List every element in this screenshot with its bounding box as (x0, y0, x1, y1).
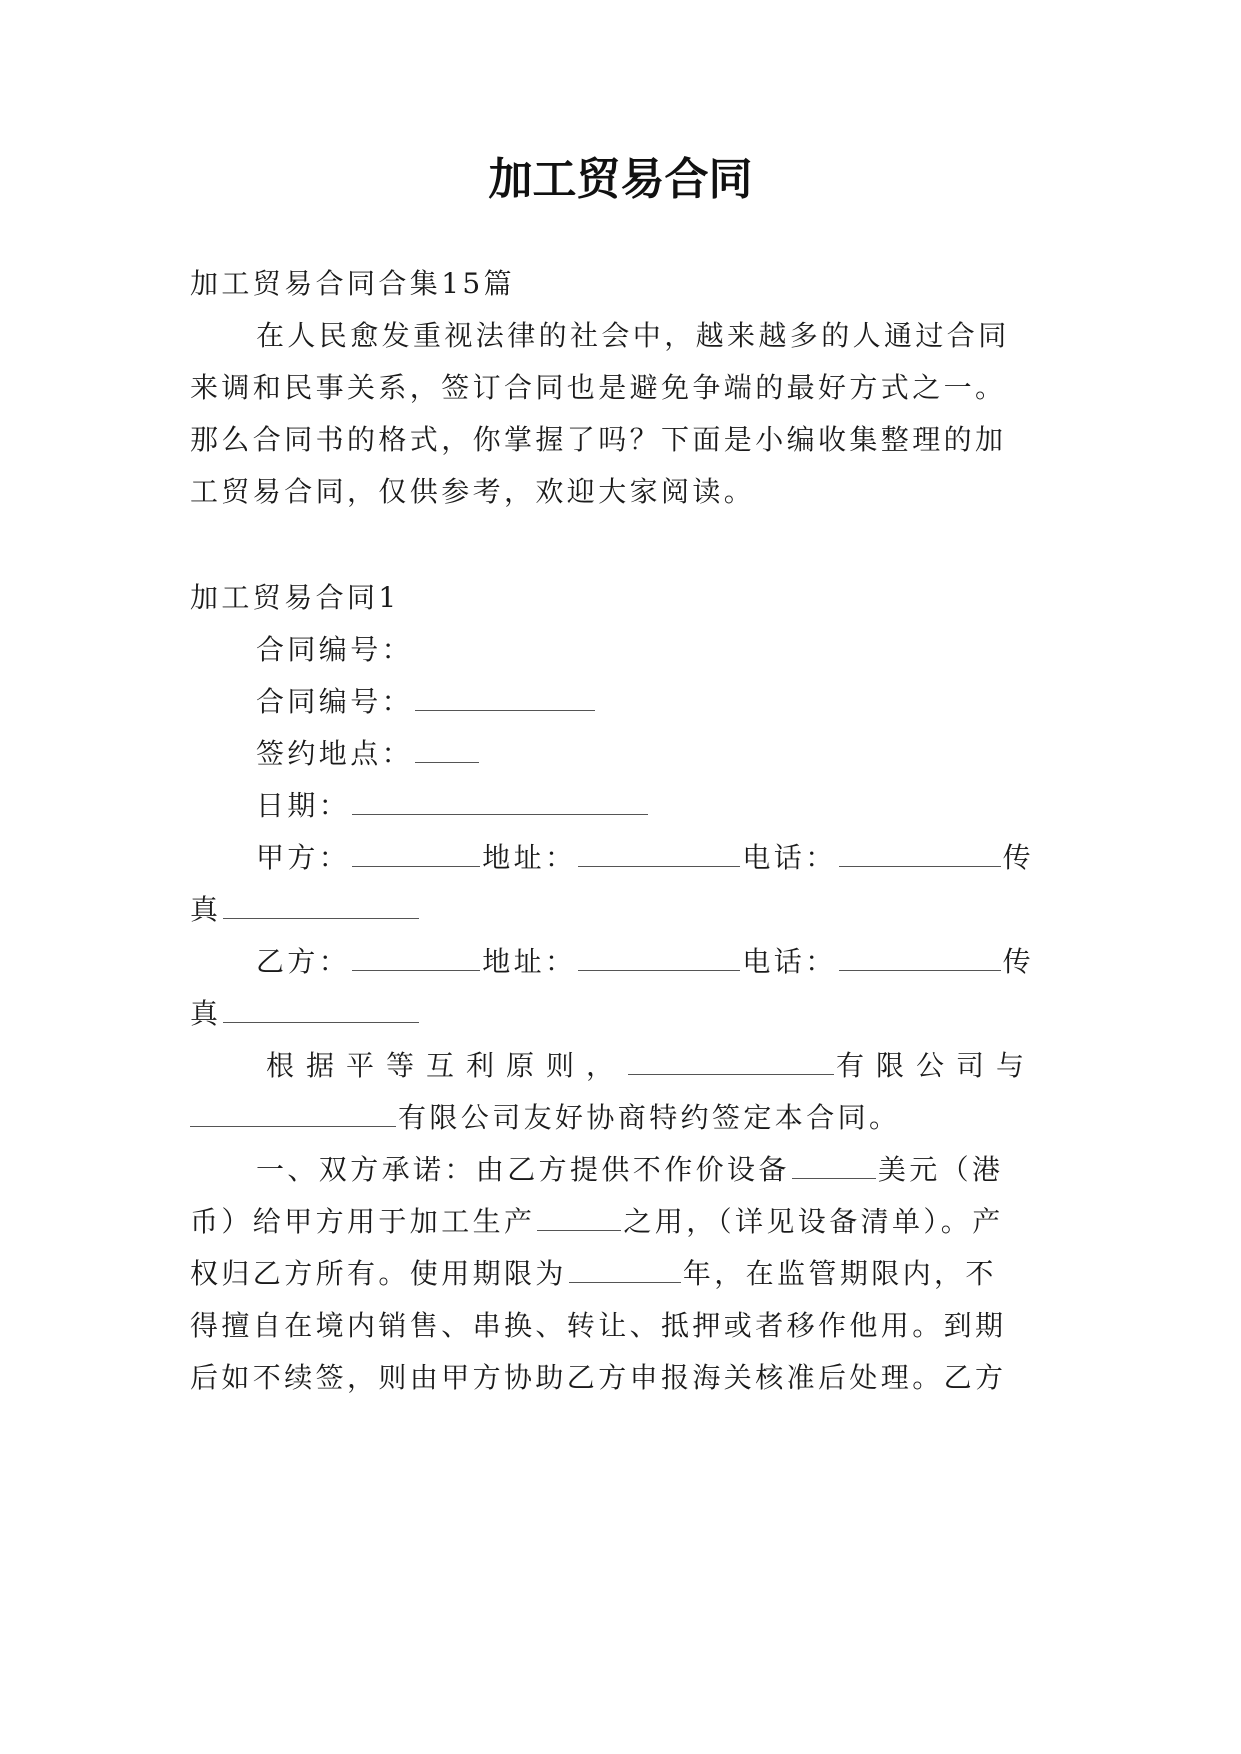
clause1-line-1 (256, 1150, 1136, 1190)
intro-line-2: 来调和民事关系，签订合同也是避免争端的最好方式之一。 (190, 371, 1007, 404)
contract-number-line (256, 630, 1136, 670)
contract-number-label: 合同编号： (256, 633, 414, 666)
party-a-fax-label-start: 传 (1002, 841, 1035, 874)
clause1-line-5: 后如不续签，则由甲方协助乙方申报海关核准后处理。乙方 (190, 1361, 1007, 1394)
basis-line-1 (266, 1046, 1146, 1086)
clause1-line-4: 得擅自在境内销售、串换、转让、抵押或者移作他用。到期 (190, 1309, 1007, 1342)
company-b-blank (190, 1100, 396, 1127)
date-line (256, 786, 1136, 826)
party-b-address-label: 地址： (482, 945, 577, 978)
contract-number-label: 合同编号： (256, 685, 414, 718)
party-b-fax-label-end: 真 (190, 997, 222, 1030)
production-blank (537, 1204, 621, 1231)
party-a-fax-blank (223, 892, 419, 919)
date-blank (352, 788, 648, 815)
party-b-line (256, 942, 1136, 982)
party-b-fax-blank (223, 996, 419, 1023)
party-a-address-blank (578, 840, 740, 867)
party-a-blank (352, 840, 480, 867)
clause1-text-1a: 一、双方承诺：由乙方提供不作价设备 (256, 1153, 790, 1186)
section-heading: 加工贸易合同1 (190, 581, 400, 614)
party-a-fax-line (190, 890, 1070, 930)
intro-line-4: 工贸易合同，仅供参考，欢迎大家阅读。 (190, 475, 756, 508)
document-title: 加工贸易合同 (488, 154, 753, 205)
collection-heading: 加工贸易合同合集15篇 (190, 267, 516, 300)
sign-place-line (256, 734, 1136, 774)
clause1-text-1b: 美元（港 (877, 1153, 1004, 1186)
sign-place-blank (415, 736, 479, 763)
clause1-line-3 (190, 1254, 1070, 1294)
party-a-label: 甲方： (256, 841, 351, 874)
party-b-phone-label: 电话： (742, 945, 837, 978)
contract-number-blank (415, 684, 595, 711)
party-b-address-blank (578, 944, 740, 971)
basis-text-2: 有限公司与 (836, 1049, 1037, 1082)
party-a-address-label: 地址： (482, 841, 577, 874)
basis-text-1: 根据平等互利原则， (266, 1049, 627, 1082)
party-a-line (256, 838, 1136, 878)
sign-place-label: 签约地点： (256, 737, 414, 770)
contract-number-line-2 (256, 682, 1136, 722)
party-a-phone-blank (839, 840, 1001, 867)
clause1-text-3b: 年，在监管期限内，不 (682, 1257, 997, 1290)
basis-line-2 (190, 1098, 1070, 1138)
term-years-blank (569, 1256, 681, 1283)
clause1-text-3a: 权归乙方所有。使用期限为 (190, 1257, 567, 1290)
party-b-fax-label-start: 传 (1002, 945, 1035, 978)
clause1-text-2b: 之用，（详见设备清单）。产 (623, 1205, 1004, 1238)
clause1-line-2 (190, 1202, 1070, 1242)
equipment-value-blank (792, 1152, 876, 1179)
party-a-fax-label-end: 真 (190, 893, 222, 926)
clause1-text-2a: 币）给甲方用于加工生产 (190, 1205, 536, 1238)
party-a-phone-label: 电话： (742, 841, 837, 874)
party-b-fax-line (190, 994, 1070, 1034)
party-b-phone-blank (839, 944, 1001, 971)
company-a-blank (628, 1048, 834, 1075)
intro-line-3: 那么合同书的格式，你掌握了吗？下面是小编收集整理的加 (190, 423, 1007, 456)
party-b-label: 乙方： (256, 945, 351, 978)
basis-text-3: 有限公司友好协商特约签定本合同。 (398, 1101, 901, 1134)
intro-line-1: 在人民愈发重视法律的社会中，越来越多的人通过合同 (256, 319, 1010, 352)
party-b-blank (352, 944, 480, 971)
date-label: 日期： (256, 789, 351, 822)
